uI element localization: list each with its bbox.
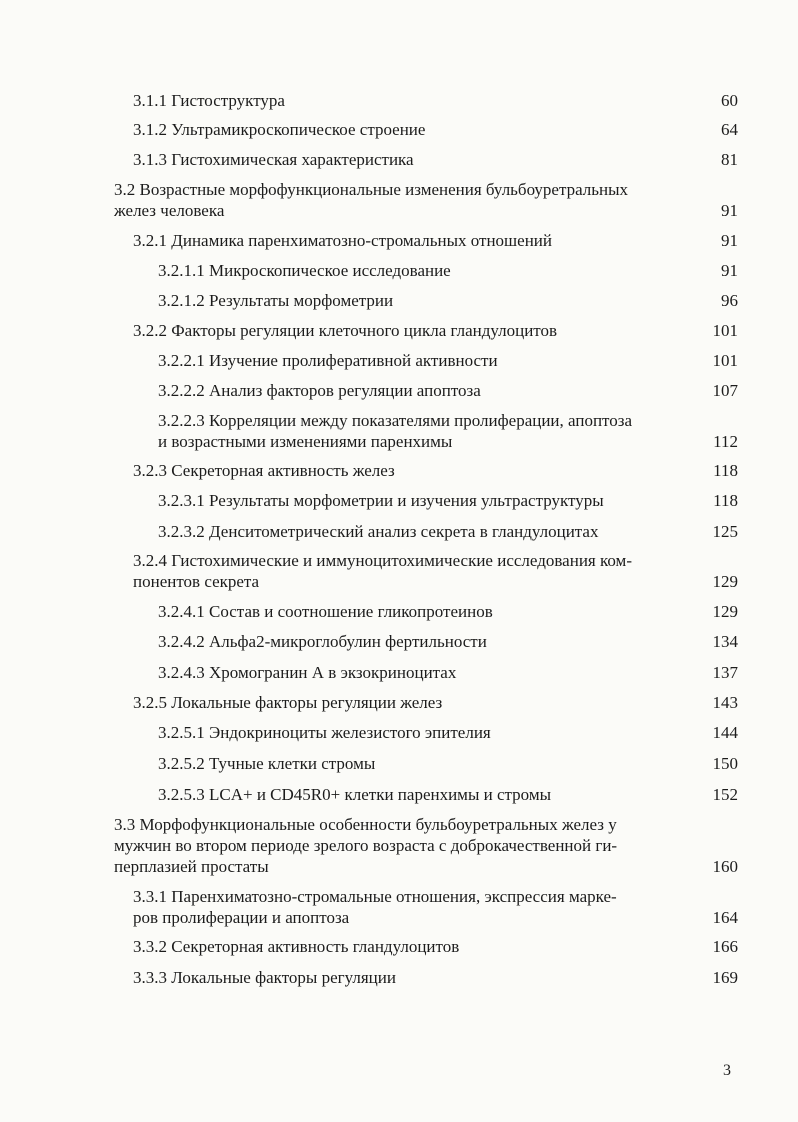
toc-entry-page: 137 — [712, 663, 738, 682]
toc-entry-page: 166 — [712, 937, 738, 956]
toc-entry — [133, 459, 738, 482]
toc-entry-page: 118 — [713, 461, 738, 480]
toc-entry-title: 3.2.1 Динамика паренхиматозно-стромальных отношений — [133, 231, 552, 250]
toc-entry-title: 3.2.3.2 Денситометрический анализ секрета в гландулоцитах — [158, 522, 599, 541]
toc-entry-page: 129 — [712, 572, 738, 591]
toc-entry — [133, 935, 738, 958]
toc-entry — [158, 520, 738, 543]
toc-entry-title: 3.3.2 Секреторная активность гландулоцитов — [133, 937, 460, 956]
toc-entry-title-cont: перплазией простаты — [114, 857, 269, 876]
toc-entry-title: 3.2.5 Локальные факторы регуляции желез — [133, 693, 443, 712]
toc-entry — [158, 349, 738, 372]
toc-entry-title: 3.2.2.1 Изучение пролиферативной активности — [158, 351, 498, 370]
toc-entry-title: 3.3.1 Паренхиматозно-стромальные отношения, экспрессия марке- — [133, 887, 617, 906]
toc-entry-title: 3.1.2 Ультрамикроскопическое строение — [133, 120, 426, 139]
toc-entry — [114, 178, 738, 226]
toc-entry — [133, 148, 738, 171]
toc-entry-title: 3.2.4.3 Хромогранин А в экзокриноцитах — [158, 663, 457, 682]
toc-entry — [158, 752, 738, 775]
toc-entry-title: 3.2.5.2 Тучные клетки стромы — [158, 754, 376, 773]
toc-entry-title-cont: желез человека — [114, 201, 225, 220]
toc-entry-title: 3.2.4.1 Состав и соотношение гликопротеинов — [158, 602, 493, 621]
toc-entry — [158, 409, 738, 457]
toc-entry-title: 3.2.4 Гистохимические и иммуноцитохимические исследования ком- — [133, 551, 632, 570]
toc-entry — [133, 229, 738, 252]
toc-entry — [158, 600, 738, 623]
toc-entry-title: 3.1.1 Гистоструктура — [133, 91, 285, 110]
toc-entry — [158, 661, 738, 684]
toc-entry-title-cont: понентов секрета — [133, 572, 260, 591]
toc-entry-page: 118 — [713, 491, 738, 510]
toc-entry-title-cont: мужчин во втором периоде зрелого возраста с доброкачественной ги- — [114, 836, 618, 855]
toc-entry-title: 3.3.3 Локальные факторы регуляции — [133, 968, 396, 987]
toc-entry-page: 143 — [712, 693, 738, 712]
toc-entry-title-cont: ров пролиферации и апоптоза — [133, 908, 350, 927]
toc-entry — [133, 691, 738, 714]
toc-entry-page: 107 — [712, 381, 738, 400]
toc-entry-page: 134 — [712, 632, 738, 651]
toc-entry — [158, 783, 738, 806]
toc-entry-page: 169 — [712, 968, 738, 987]
toc-entry-page: 112 — [713, 432, 738, 451]
toc-entry-title: 3.2.5.3 LCA+ и CD45R0+ клетки паренхимы и стромы — [158, 785, 552, 804]
toc-entry-page: 125 — [712, 522, 738, 541]
toc-entry — [158, 721, 738, 744]
toc-entry — [133, 885, 738, 933]
toc-entry — [133, 966, 738, 989]
toc-entry-title: 3.1.3 Гистохимическая характеристика — [133, 150, 414, 169]
toc-entry — [133, 118, 738, 141]
toc-entry-title: 3.2.2.3 Корреляции между показателями пролиферации, апоптоза — [158, 411, 633, 430]
toc-entry-page: 164 — [712, 908, 738, 927]
toc-entry — [158, 489, 738, 512]
toc-entry-page: 96 — [721, 291, 738, 310]
toc-entry — [114, 813, 738, 883]
toc-entry-page: 129 — [712, 602, 738, 621]
toc-entry-page: 152 — [712, 785, 738, 804]
toc-entry — [158, 259, 738, 282]
toc-entry-title: 3.2.5.1 Эндокриноциты железистого эпителия — [158, 723, 491, 742]
toc-entry-title: 3.2.3.1 Результаты морфометрии и изучения ультраструктуры — [158, 491, 604, 510]
toc-entry-page: 81 — [721, 150, 738, 169]
toc-entry-title: 3.2.2 Факторы регуляции клеточного цикла гландулоцитов — [133, 321, 558, 340]
toc-entry-page: 144 — [712, 723, 738, 742]
toc-entry-page: 91 — [721, 201, 738, 220]
toc-entry-title-cont: и возрастными изменениями паренхимы — [158, 432, 453, 451]
toc-entry-page: 150 — [712, 754, 738, 773]
page-number: 3 — [723, 1062, 731, 1079]
toc-entry — [133, 319, 738, 342]
toc-entry-page: 64 — [721, 120, 738, 139]
toc-entry-title: 3.2 Возрастные морфофункциональные изменения бульбоуретральных — [114, 180, 629, 199]
toc-entry-title: 3.3 Морфофункциональные особенности бульбоуретральных желез у — [114, 815, 617, 834]
toc-entry-page: 160 — [712, 857, 738, 876]
toc-entry — [158, 289, 738, 312]
toc-entry-title: 3.2.2.2 Анализ факторов регуляции апоптоза — [158, 381, 481, 400]
toc-entry-title: 3.2.1.2 Результаты морфометрии — [158, 291, 394, 310]
toc-entry-page: 91 — [721, 261, 738, 280]
toc-entry-title: 3.2.4.2 Альфа2-микроглобулин фертильности — [158, 632, 487, 651]
toc-entry-page: 101 — [712, 351, 738, 370]
toc-entry-title: 3.2.3 Секреторная активность желез — [133, 461, 395, 480]
toc-entry-page: 60 — [721, 91, 738, 110]
toc-entry — [133, 549, 738, 597]
toc-entry-page: 101 — [712, 321, 738, 340]
toc-entry — [158, 630, 738, 653]
toc-entry-page: 91 — [721, 231, 738, 250]
toc-entry — [158, 379, 738, 402]
toc-entry-title: 3.2.1.1 Микроскопическое исследование — [158, 261, 451, 280]
toc-entry — [133, 89, 738, 112]
